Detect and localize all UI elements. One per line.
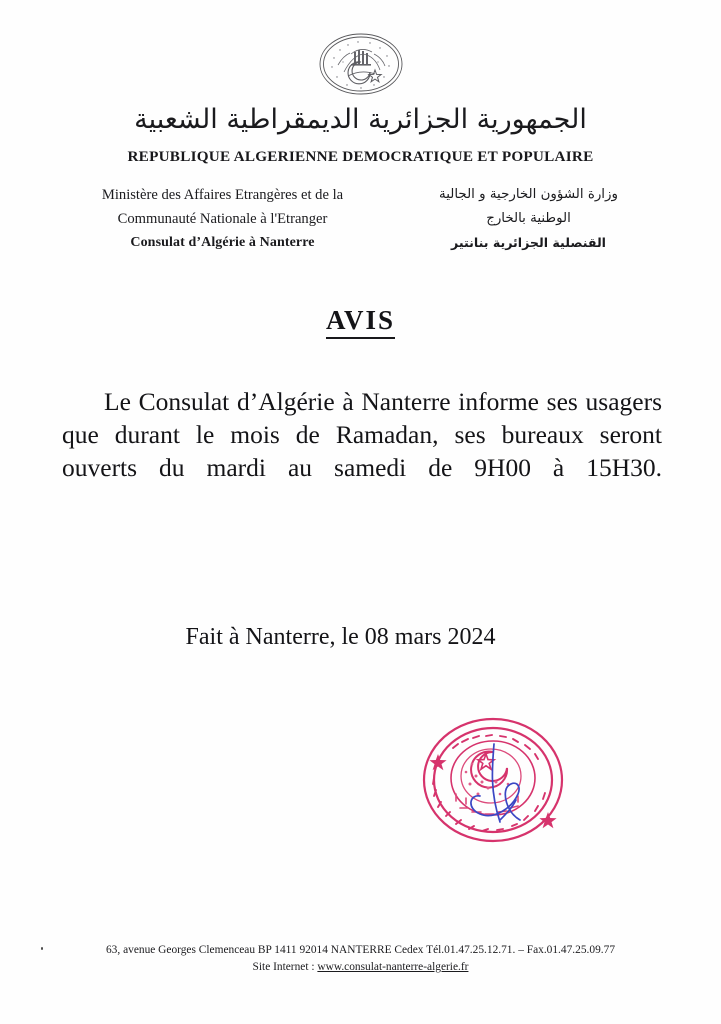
consulate-name-french: Consulat d’Algérie à Nanterre [130, 235, 315, 250]
ministry-header-row [0, 183, 721, 255]
ministry-fr-line1: Ministère des Affaires Etrangères et de la [101, 187, 344, 203]
ministry-ar-line2: الوطنية بالخارج [486, 211, 571, 226]
state-title-french: REPUBLIQUE ALGERIENNE DEMOCRATIQUE ET POPULAIRE [127, 148, 594, 165]
footer-website-label: Site Internet : [252, 961, 318, 973]
ministry-block-arabic [390, 183, 721, 255]
date-and-place-line: Fait à Nanterre, le 08 mars 2024 [185, 624, 496, 650]
page-title: AVIS [326, 305, 395, 339]
notice-body-text: Le Consulat d’Algérie à Nanterre informe ses usagers que durant le mois de Ramadan, ses bureaux seront ouverts du mardi au samedi de 9H00 à 15H30. [62, 387, 662, 482]
emblem-container [0, 32, 721, 101]
official-stamp [408, 716, 578, 844]
notice-title-container [0, 305, 721, 339]
footer [0, 942, 721, 976]
consulate-name-arabic: القنصلية الجزائرية بنانتير [451, 235, 606, 250]
national-emblem-icon [318, 32, 404, 96]
ministry-fr-line2: Communauté Nationale à l'Etranger [117, 211, 328, 227]
state-title-arabic: الجمهورية الجزائرية الديمقراطية الشعبية [134, 104, 587, 135]
footer-website-url[interactable]: www.consulat-nanterre-algerie.fr [317, 961, 469, 973]
footer-website-line [0, 959, 721, 976]
footer-address: 63, avenue Georges Clemenceau BP 1411 92014 NANTERRE Cedex Tél.01.47.25.12.71. – Fax.01.47.25.09.77 [105, 944, 616, 956]
ministry-block-french [0, 183, 390, 255]
ministry-ar-line1: وزارة الشؤون الخارجية و الجالية [439, 187, 618, 202]
